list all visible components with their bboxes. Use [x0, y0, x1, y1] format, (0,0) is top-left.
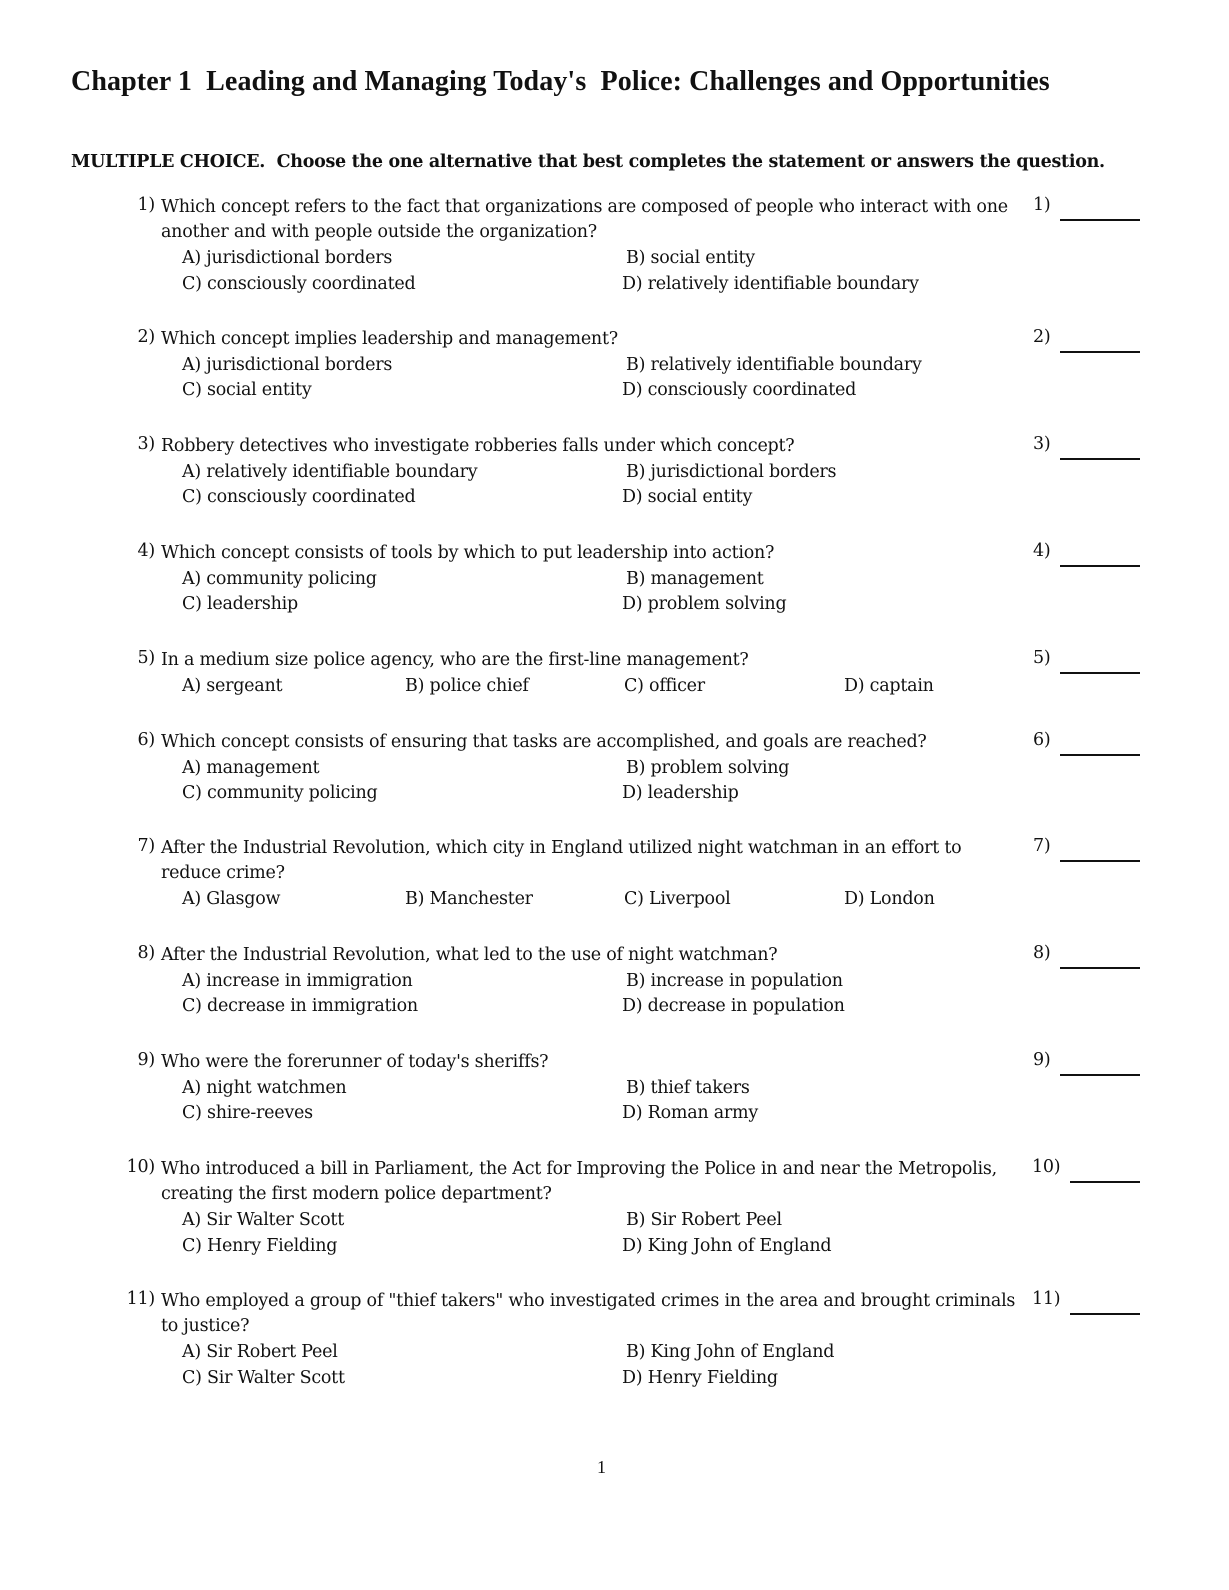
answer-option-d[interactable]: D) decrease in population	[622, 996, 845, 1016]
answer-option-c[interactable]: C) consciously coordinated	[182, 487, 416, 507]
question-number: 3)	[137, 434, 155, 454]
answer-option-d[interactable]: D) social entity	[622, 487, 753, 507]
answer-option-b[interactable]: B) Manchester	[405, 889, 533, 909]
answer-blank[interactable]	[1070, 1313, 1140, 1315]
question-text: Which concept refers to the fact that organizations are composed of people who interact with one another and with people outside the organization?	[161, 197, 1008, 242]
question-text: Which concept implies leadership and management?	[161, 329, 618, 349]
answer-blank[interactable]	[1060, 565, 1140, 567]
answer-number: 10)	[1032, 1157, 1061, 1177]
answer-option-d[interactable]: D) London	[844, 889, 935, 909]
question-number: 9)	[137, 1050, 155, 1070]
answer-option-c[interactable]: C) Liverpool	[624, 889, 731, 909]
answer-option-d[interactable]: D) King John of England	[622, 1235, 832, 1256]
answer-option-c[interactable]: C) Sir Walter Scott	[182, 1367, 345, 1388]
answer-option-b[interactable]: B) problem solving	[626, 757, 790, 778]
question-text: Which concept consists of tools by which to put leadership into action?	[161, 543, 775, 563]
question-number: 10)	[126, 1157, 155, 1177]
page-number: 1	[597, 1457, 606, 1477]
answer-option-a[interactable]: A) management	[182, 757, 320, 778]
answer-option-a[interactable]: A) Sir Robert Peel	[182, 1342, 338, 1362]
answer-number: 9)	[1033, 1050, 1051, 1070]
answer-blank[interactable]	[1060, 219, 1140, 221]
answer-option-a[interactable]: A) Sir Walter Scott	[182, 1210, 344, 1230]
answer-option-c[interactable]: C) officer	[624, 675, 705, 696]
answer-option-d[interactable]: D) Henry Fielding	[622, 1367, 778, 1388]
answer-option-c[interactable]: C) social entity	[182, 380, 312, 400]
answer-option-b[interactable]: B) social entity	[626, 248, 755, 268]
answer-option-a[interactable]: A) jurisdictional borders	[182, 354, 393, 375]
answer-blank[interactable]	[1060, 967, 1140, 969]
question-text: After the Industrial Revolution, what led to the use of night watchman?	[161, 945, 778, 965]
answer-option-c[interactable]: C) consciously coordinated	[182, 273, 416, 294]
answer-blank[interactable]	[1060, 1074, 1140, 1076]
question-text: After the Industrial Revolution, which city in England utilized night watchman in an effort to reduce crime?	[161, 838, 962, 883]
question-text: Who employed a group of "thief takers" who investigated crimes in the area and brought criminals to justice?	[161, 1291, 1016, 1336]
question-number: 4)	[137, 541, 155, 561]
answer-option-a[interactable]: A) sergeant	[182, 675, 283, 696]
question-number: 11)	[126, 1289, 155, 1309]
answer-number: 8)	[1033, 943, 1051, 963]
answer-option-a[interactable]: A) night watchmen	[182, 1077, 347, 1098]
answer-option-a[interactable]: A) relatively identifiable boundary	[182, 461, 478, 482]
question-number: 1)	[137, 195, 155, 215]
answer-blank[interactable]	[1060, 672, 1140, 674]
answer-option-b[interactable]: B) management	[626, 568, 764, 589]
question-number: 6)	[137, 730, 155, 750]
answer-option-a[interactable]: A) Glasgow	[182, 889, 281, 909]
answer-number: 6)	[1033, 730, 1051, 750]
question-text: Who were the forerunner of today's sheriffs?	[161, 1052, 549, 1072]
answer-blank[interactable]	[1070, 1181, 1140, 1183]
instructions: MULTIPLE CHOICE. Choose the one alternative that best completes the statement or answers the question.	[71, 152, 1105, 172]
answer-number: 1)	[1033, 195, 1051, 215]
question-text: Robbery detectives who investigate robberies falls under which concept?	[161, 436, 795, 456]
answer-option-d[interactable]: D) captain	[844, 675, 934, 696]
answer-blank[interactable]	[1060, 860, 1140, 862]
answer-option-b[interactable]: B) Sir Robert Peel	[626, 1210, 782, 1230]
question-text: Which concept consists of ensuring that tasks are accomplished, and goals are reached?	[161, 732, 927, 752]
answer-option-b[interactable]: B) police chief	[405, 675, 529, 696]
answer-option-b[interactable]: B) jurisdictional borders	[626, 461, 837, 482]
answer-option-b[interactable]: B) thief takers	[626, 1077, 750, 1098]
answer-number: 4)	[1033, 541, 1051, 561]
answer-number: 11)	[1032, 1289, 1061, 1309]
answer-option-a[interactable]: A) increase in immigration	[182, 970, 413, 991]
answer-blank[interactable]	[1060, 351, 1140, 353]
answer-number: 3)	[1033, 434, 1051, 454]
answer-option-a[interactable]: A) jurisdictional borders	[182, 248, 393, 268]
answer-option-c[interactable]: C) decrease in immigration	[182, 996, 418, 1016]
answer-blank[interactable]	[1060, 458, 1140, 460]
answer-option-c[interactable]: C) Henry Fielding	[182, 1235, 338, 1256]
answer-number: 2)	[1033, 327, 1051, 347]
answer-option-d[interactable]: D) relatively identifiable boundary	[622, 273, 919, 294]
answer-option-d[interactable]: D) consciously coordinated	[622, 380, 857, 400]
answer-option-b[interactable]: B) King John of England	[626, 1342, 835, 1362]
answer-option-b[interactable]: B) relatively identifiable boundary	[626, 354, 922, 375]
answer-option-d[interactable]: D) problem solving	[622, 594, 787, 614]
answer-option-c[interactable]: C) shire-reeves	[182, 1103, 313, 1123]
answer-number: 7)	[1033, 836, 1051, 856]
answer-option-c[interactable]: C) leadership	[182, 594, 298, 614]
answer-blank[interactable]	[1060, 754, 1140, 756]
answer-number: 5)	[1033, 648, 1051, 668]
question-text: Who introduced a bill in Parliament, the Act for Improving the Police in and near the Metropolis, creating the first modern police department?	[161, 1159, 997, 1204]
answer-option-c[interactable]: C) community policing	[182, 783, 378, 803]
answer-option-d[interactable]: D) leadership	[622, 783, 739, 803]
answer-option-a[interactable]: A) community policing	[182, 568, 377, 589]
question-number: 7)	[137, 836, 155, 856]
answer-option-b[interactable]: B) increase in population	[626, 970, 843, 991]
question-number: 8)	[137, 943, 155, 963]
question-text: In a medium size police agency, who are the first-line management?	[161, 650, 749, 670]
chapter-title: Chapter 1 Leading and Managing Today's Police: Challenges and Opportunities	[71, 66, 1050, 97]
question-number: 5)	[137, 648, 155, 668]
answer-option-d[interactable]: D) Roman army	[622, 1103, 759, 1123]
question-number: 2)	[137, 327, 155, 347]
